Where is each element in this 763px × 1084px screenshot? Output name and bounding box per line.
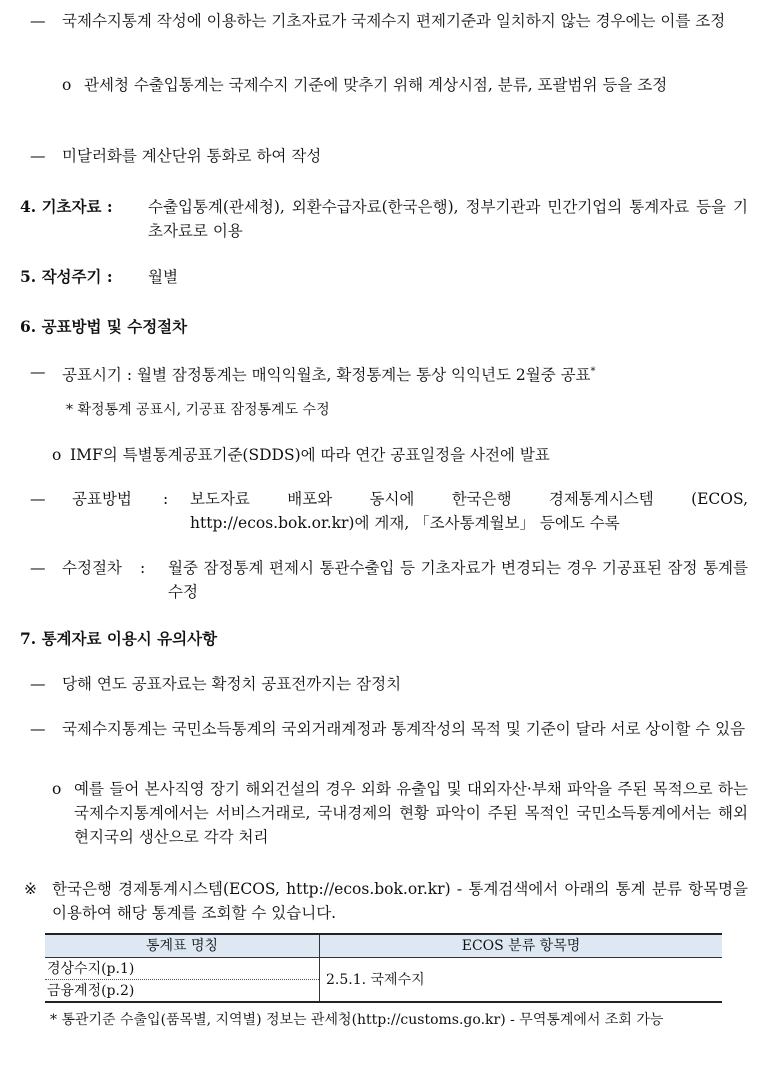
reference-note	[24, 877, 748, 925]
paragraph-text: http://ecos.bok.or.kr)에 게재, 「조사통계월보」 등에도 수록	[190, 514, 620, 532]
column-header: 통계표 명칭	[45, 934, 320, 958]
paragraph-text: 국제수지통계 작성에 이용하는 기초자료가 국제수지 편제기준과 일치하지 않는 경우에는 이를 조정	[62, 12, 726, 30]
section-4	[20, 195, 748, 243]
bullet-paragraph	[30, 9, 748, 33]
dash-marker: —	[30, 147, 46, 165]
table-cell: 경상수지(p.1)	[45, 958, 320, 980]
sub-bullet-paragraph	[62, 73, 748, 97]
section-text: 수출입통계(관세청), 외환수급자료(한국은행), 정부기관과 민간기업의 통계자료 등을 기초자료로 이용	[148, 198, 748, 240]
section-heading: 7. 통계자료 이용시 유의사항	[20, 629, 218, 648]
bullet-paragraph	[30, 144, 748, 168]
ecos-lookup-table	[45, 933, 722, 1003]
paragraph-text: IMF의 특별통계공표기준(SDDS)에 따라 연간 공표일정을 사전에 발표	[70, 446, 550, 464]
table-cell-merged: 2.5.1. 국제수지	[320, 958, 723, 1003]
o-marker: o	[52, 446, 62, 464]
bullet-paragraph	[30, 672, 748, 696]
paragraph-text: 관세청 수출입통계는 국제수지 기준에 맞추기 위해 계상시점, 분류, 포괄범위 등을 조정	[84, 76, 668, 94]
paragraph-text: 국제수지통계는 국민소득통계의 국외거래계정과 통계작성의 목적 및 기준이 달라 서로 상이할 수 있음	[62, 720, 746, 738]
dash-marker: —	[30, 12, 46, 30]
sub-bullet-paragraph	[52, 777, 748, 849]
column-header: ECOS 분류 항목명	[320, 934, 723, 958]
dash-marker: —	[30, 720, 46, 738]
o-marker: o	[52, 780, 62, 798]
bullet-paragraph	[30, 360, 748, 387]
dash-marker: —	[30, 363, 46, 381]
footnote-marker: *	[590, 366, 596, 377]
item-colon: :	[163, 490, 169, 508]
dash-marker: —	[30, 675, 46, 693]
reference-text: 한국은행 경제통계시스템(ECOS, http://ecos.bok.or.kr) - 통계검색에서 아래의 통계 분류 항목명을 이용하여 해당 통계를 조회할 수 있습니다.	[52, 880, 748, 922]
paragraph-text: 미달러화를 계산단위 통화로 하여 작성	[62, 147, 322, 165]
item-colon: :	[140, 559, 146, 577]
item-label: 공표방법	[72, 490, 132, 508]
table-cell: 금융계정(p.2)	[45, 980, 320, 1003]
section-heading: 4. 기초자료 :	[20, 197, 113, 216]
item-label: 수정절차	[62, 559, 122, 577]
note-text: * 확정통계 공표시, 기공표 잠정통계도 수정	[66, 402, 330, 418]
reference-mark: ※	[24, 880, 37, 898]
table-row	[45, 958, 722, 980]
sub-bullet-paragraph	[52, 443, 748, 467]
item-label: 공표시기 :	[62, 366, 133, 385]
paragraph-text: 당해 연도 공표자료는 확정치 공표전까지는 잠정치	[62, 675, 402, 693]
o-marker: o	[62, 76, 72, 94]
section-5	[20, 265, 748, 289]
footnote: * 통관기준 수출입(품목별, 지역별) 정보는 관세청(http://customs.go.kr) - 무역통계에서 조회 가능	[50, 1012, 664, 1028]
paragraph-text: 월별 잠정통계는 매익익월초, 확정통계는 통상 익익년도 2월중 공표	[136, 366, 591, 385]
table-header-row	[45, 934, 722, 958]
section-text: 월별	[148, 268, 178, 286]
paragraph-text: 월중 잠정통계 편제시 통관수출입 등 기초자료가 변경되는 경우 기공표된 잠정 통계를 수정	[168, 559, 748, 601]
paragraph-text: 보도자료 배포와 동시에 한국은행 경제통계시스템 (ECOS,	[190, 490, 748, 508]
bullet-paragraph	[30, 717, 748, 741]
dash-marker: —	[30, 490, 46, 508]
paragraph-body	[62, 360, 748, 387]
bullet-paragraph	[30, 487, 748, 535]
section-heading: 5. 작성주기 :	[20, 267, 113, 286]
dash-marker: —	[30, 559, 46, 577]
bullet-paragraph	[30, 556, 748, 604]
section-heading: 6. 공표방법 및 수정절차	[20, 317, 188, 336]
paragraph-text: 예를 들어 본사직영 장기 해외건설의 경우 외화 유출입 및 대외자산·부채 파악을 주된 목적으로 하는 국제수지통계에서는 서비스거래로, 국내경제의 현황 파악이 주된 목적인 국민소득통계에서는 해외 현지국의 생산으로 각각 처리	[74, 780, 748, 846]
